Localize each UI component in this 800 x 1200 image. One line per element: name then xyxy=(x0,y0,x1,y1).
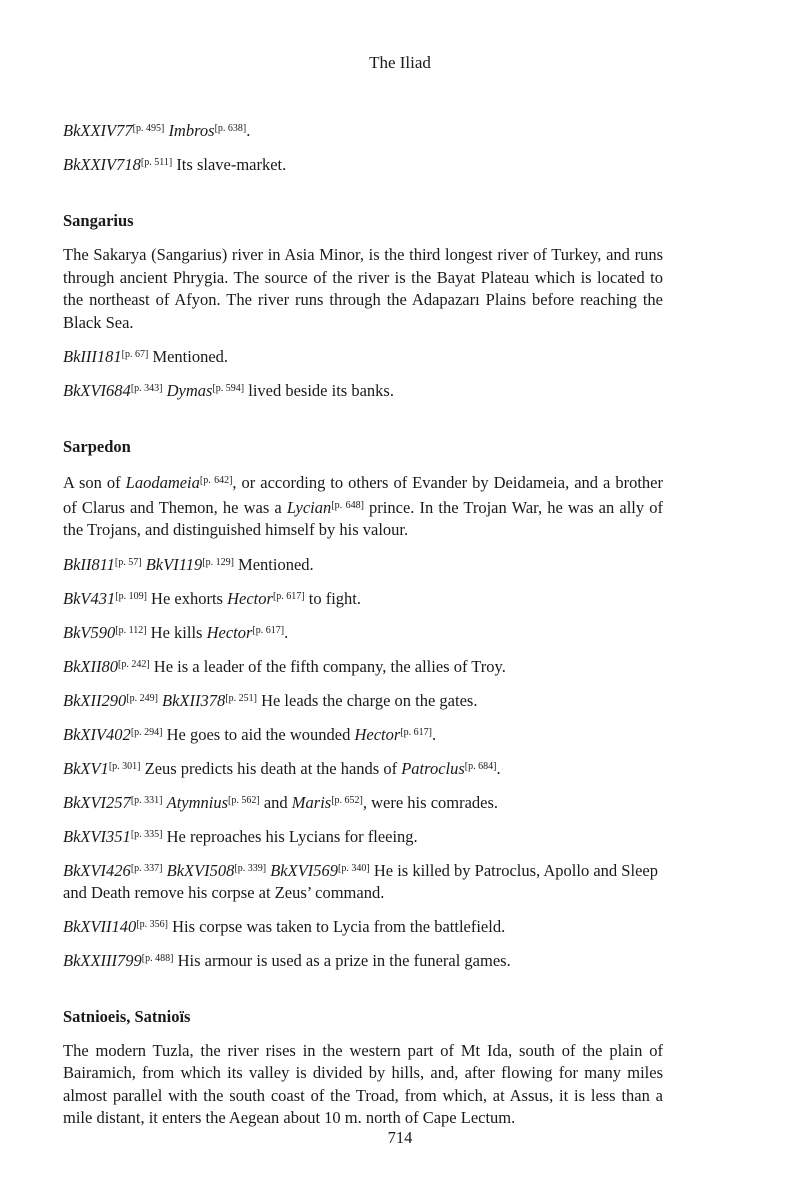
page-ref: [p. 335] xyxy=(130,828,163,840)
text-run: . xyxy=(284,622,289,642)
text-run: He kills xyxy=(146,622,207,642)
page-ref: [p. 562] xyxy=(228,794,260,806)
page-content xyxy=(63,118,663,1140)
italic-term: Laodameia xyxy=(125,473,200,492)
italic-term: BkXVI351 xyxy=(63,826,131,846)
italic-term: Hector xyxy=(354,724,401,744)
reference-line xyxy=(63,586,663,610)
reference-line xyxy=(63,552,663,576)
entry-description xyxy=(63,244,663,334)
text-run: lived beside its banks. xyxy=(244,381,394,400)
italic-term: BkXVI426 xyxy=(63,860,131,880)
text-run: A son of xyxy=(63,473,126,492)
text-run: . xyxy=(431,724,437,744)
italic-term: Atymnius xyxy=(166,792,229,812)
italic-term: BkXII80 xyxy=(63,656,118,676)
page-ref: [p. 249] xyxy=(126,692,158,704)
italic-term: BkVI119 xyxy=(145,554,203,574)
glossary-entry xyxy=(63,210,663,402)
italic-term: Dymas xyxy=(166,381,213,400)
italic-term: BkXVI257 xyxy=(63,792,131,812)
page-ref: [p. 301] xyxy=(108,760,141,772)
italic-term: BkXV1 xyxy=(63,758,109,778)
text-run: Its slave-market. xyxy=(172,155,287,174)
page-ref: [p. 242] xyxy=(117,658,150,670)
text-run: and xyxy=(259,792,292,812)
page-ref: [p. 337] xyxy=(130,862,163,874)
glossary-entry xyxy=(63,436,663,972)
text-run: He reproaches his Lycians for fleeing. xyxy=(162,826,418,846)
text-run: He goes to aid the wounded xyxy=(162,724,355,744)
page-ref: [p. 331] xyxy=(130,794,163,806)
page-ref: [p. 112] xyxy=(115,624,147,636)
page-ref: [p. 294] xyxy=(130,726,163,738)
book-reference: BkXXIV718 xyxy=(63,155,141,174)
text-run: His corpse was taken to Lycia from the battlefield. xyxy=(167,916,506,936)
reference-line xyxy=(63,688,663,712)
page-ref: [p. 129] xyxy=(202,556,234,568)
text-run: He is killed by Patroclus, Apollo and Sleep and Death remove his corpse at Zeus’ command. xyxy=(63,860,658,902)
reference-line xyxy=(63,722,663,746)
glossary-entry xyxy=(63,1006,663,1130)
italic-term: Maris xyxy=(291,792,332,812)
text-run: to fight. xyxy=(304,588,361,608)
italic-term: BkXIV402 xyxy=(63,724,131,744)
page-ref: [p. 652] xyxy=(331,794,363,806)
italic-term: BkXVI684 xyxy=(63,381,131,400)
reference-line xyxy=(63,790,663,814)
text-run: Zeus predicts his death at the hands of xyxy=(140,758,402,778)
page-ref: [p. 57] xyxy=(114,556,142,568)
page-ref: [p. 340] xyxy=(338,862,370,874)
reference-line xyxy=(63,948,663,972)
reference-line xyxy=(63,914,663,938)
italic-term: Patroclus xyxy=(401,758,465,778)
page-ref: [p. 617] xyxy=(272,590,305,602)
italic-term: BkXVII140 xyxy=(63,916,137,936)
italic-term: BkV590 xyxy=(63,622,116,642)
page-ref: [p. 495] xyxy=(132,123,165,134)
text-run: He exhorts xyxy=(146,588,228,608)
page-ref: [p. 594] xyxy=(212,383,245,394)
reference-line xyxy=(63,378,663,402)
italic-term: BkXVI508 xyxy=(166,860,235,880)
entry-heading: Sangarius xyxy=(63,211,134,230)
book-reference: BkXXIV77 xyxy=(63,121,133,140)
reference-line xyxy=(63,344,663,368)
page-ref: [p. 638] xyxy=(214,123,247,134)
entry-heading: Satnioeis, Satnioïs xyxy=(63,1006,191,1026)
page-ref: [p. 356] xyxy=(136,918,168,930)
page-ref: [p. 109] xyxy=(115,590,147,602)
reference-line xyxy=(63,620,663,644)
text-run: The Sakarya (Sangarius) river in Asia Minor, is the third longest river of Turkey, and runs through ancient Phrygia. The source of the river is the Bayat Plateau which is located to the northeast of Afyon. The river runs through the Adapazarı Plains before reaching the Black Sea. xyxy=(63,245,663,332)
reference-line xyxy=(63,756,663,780)
page-ref: [p. 251] xyxy=(225,692,257,704)
page-ref: [p. 648] xyxy=(331,499,364,511)
entry-description xyxy=(63,470,663,542)
italic-term: Hector xyxy=(227,588,273,608)
text-run: His armour is used as a prize in the funeral games. xyxy=(173,950,511,970)
page-ref: [p. 511] xyxy=(140,157,173,168)
text-run: Mentioned. xyxy=(148,347,229,366)
text-run: , or according to others of Evander by Deidameia, and a brother of Clarus and Themon, he was a xyxy=(63,473,663,517)
running-header: The Iliad xyxy=(369,53,431,72)
page-ref: [p. 642] xyxy=(199,475,233,486)
text-run: He leads the charge on the gates. xyxy=(256,690,478,710)
page-ref: [p. 343] xyxy=(130,383,163,394)
italic-term: Hector xyxy=(206,622,253,642)
italic-term: Lycian xyxy=(286,497,332,517)
page-ref: [p. 67] xyxy=(121,349,149,360)
page-number: 714 xyxy=(387,1128,413,1147)
italic-term: BkXII378 xyxy=(162,690,226,710)
italic-term: BkII811 xyxy=(63,554,115,574)
italic-term: BkXXIII799 xyxy=(63,950,142,970)
entry-heading: Sarpedon xyxy=(63,437,131,456)
text-run: prince. In the Trojan War, he was an ally of the Trojans, and distinguished himself by his valour. xyxy=(63,497,663,539)
reference-line xyxy=(63,118,663,142)
text-run: , were his comrades. xyxy=(362,792,499,812)
page-ref: [p. 684] xyxy=(464,760,497,772)
italic-term: BkXVI569 xyxy=(270,860,339,880)
page-ref: [p. 339] xyxy=(234,862,267,874)
page-ref: [p. 488] xyxy=(141,952,174,964)
italic-term: BkXII290 xyxy=(63,690,127,710)
text-run: . xyxy=(496,758,501,778)
top-references xyxy=(63,118,663,176)
text-run: The modern Tuzla, the river rises in the western part of Mt Ida, south of the plain of Bairamich, from which its valley is divided by hills, and, after flowing for many miles almost parallel with the south coast of the Troad, from which, at Assus, it is less than a mile distant, it enters the Aegean about 10 m. north of Cape Lectum. xyxy=(63,1040,663,1127)
text-run: He is a leader of the fifth company, the allies of Troy. xyxy=(149,656,506,676)
page-ref: [p. 617] xyxy=(252,624,285,636)
entry-description xyxy=(63,1040,663,1130)
glossary-entries xyxy=(63,210,663,1130)
reference-line xyxy=(63,824,663,848)
italic-term: Imbros xyxy=(168,121,215,140)
page-ref: [p. 617] xyxy=(400,726,432,738)
text-run: . xyxy=(246,121,251,140)
reference-line xyxy=(63,654,663,678)
reference-line xyxy=(63,152,663,176)
italic-term: BkIII181 xyxy=(63,347,122,366)
reference-line xyxy=(63,858,663,904)
text-run: Mentioned. xyxy=(233,554,314,574)
italic-term: BkV431 xyxy=(63,588,116,608)
